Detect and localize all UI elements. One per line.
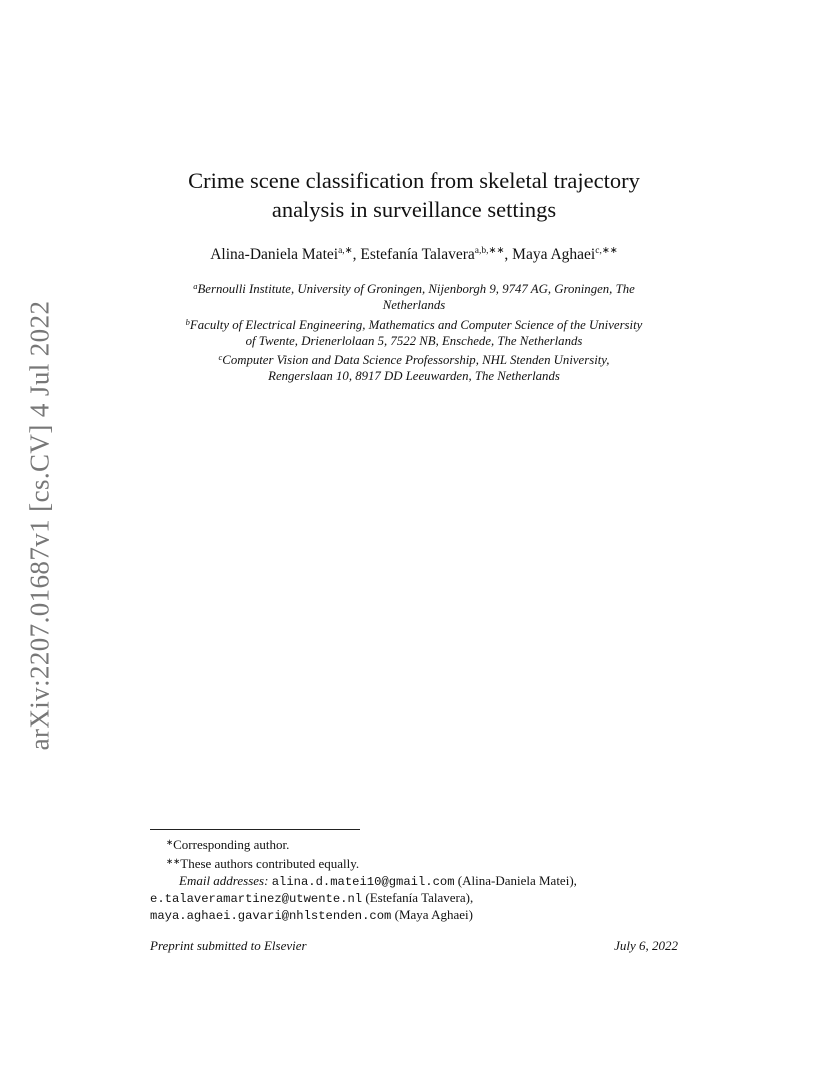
affiliation-text: of Twente, Drienerlolaan 5, 7522 NB, Enschede, The Netherlands xyxy=(245,333,583,348)
footnote-rule xyxy=(150,829,360,830)
affiliations xyxy=(140,278,688,385)
footnotes xyxy=(150,834,690,924)
affiliation-mark: b xyxy=(185,316,190,327)
author-marks: a,b,∗∗ xyxy=(474,246,505,256)
author-separator: , xyxy=(352,246,361,263)
email-link[interactable]: e.talaveramartinez@utwente.nl xyxy=(150,891,363,906)
email-owner: (Estefanía Talavera), xyxy=(365,889,474,905)
footnote-mark: ∗ xyxy=(166,837,174,847)
author-marks: a,∗ xyxy=(338,246,353,256)
footnote-emails-line-2 xyxy=(150,890,690,907)
email-label: Email addresses: xyxy=(179,872,269,888)
affiliation-a xyxy=(140,278,688,314)
title-line-2: analysis in surveillance settings xyxy=(271,197,557,222)
affiliation-text: Computer Vision and Data Science Professorship, NHL Stenden University, xyxy=(222,353,610,368)
affiliation-text: Netherlands xyxy=(382,298,446,313)
author-list xyxy=(110,245,718,264)
email-owner: (Alina-Daniela Matei), xyxy=(457,872,577,888)
preprint-note: Preprint submitted to Elsevier xyxy=(150,938,307,953)
affiliation-text: Faculty of Electrical Engineering, Mathematics and Computer Science of the University xyxy=(189,317,643,332)
arxiv-side-stamp xyxy=(22,300,58,750)
footnote-corresponding: ∗Corresponding author. xyxy=(166,837,290,852)
footnote-equal: ∗∗These authors contributed equally. xyxy=(166,856,360,872)
footnote-emails-line-3 xyxy=(150,907,690,924)
affiliation-b xyxy=(140,314,688,350)
affiliation-mark: a xyxy=(193,281,198,291)
footnote-mark: ∗∗ xyxy=(166,856,181,867)
email-link[interactable]: alina.d.matei10@gmail.com xyxy=(271,874,455,889)
author-name: Estefanía Talavera xyxy=(360,246,475,263)
arxiv-stamp-text: arXiv:2207.01687v1 [cs.CV] 4 Jul 2022 xyxy=(24,300,55,750)
paper-title xyxy=(110,166,718,224)
author-marks: c,∗∗ xyxy=(595,246,618,256)
author-name: Alina-Daniela Matei xyxy=(210,246,339,263)
affiliation-mark: c xyxy=(218,352,223,363)
author-name: Maya Aghaei xyxy=(512,246,596,263)
email-link[interactable]: maya.aghaei.gavari@nhlstenden.com xyxy=(150,909,392,924)
author-separator: , xyxy=(504,246,513,263)
footnote-emails-line-1 xyxy=(150,873,690,890)
affiliation-text: Bernoulli Institute, University of Groningen, Nijenborgh 9, 9747 AG, Groningen, The xyxy=(197,282,635,296)
title-line-1: Crime scene classification from skeletal trajectory xyxy=(188,168,640,193)
affiliation-text: Rengerslaan 10, 8917 DD Leeuwarden, The Netherlands xyxy=(268,369,560,384)
email-owner: (Maya Aghaei) xyxy=(394,907,473,923)
affiliation-c xyxy=(140,349,688,385)
preprint-date: July 6, 2022 xyxy=(614,938,678,953)
